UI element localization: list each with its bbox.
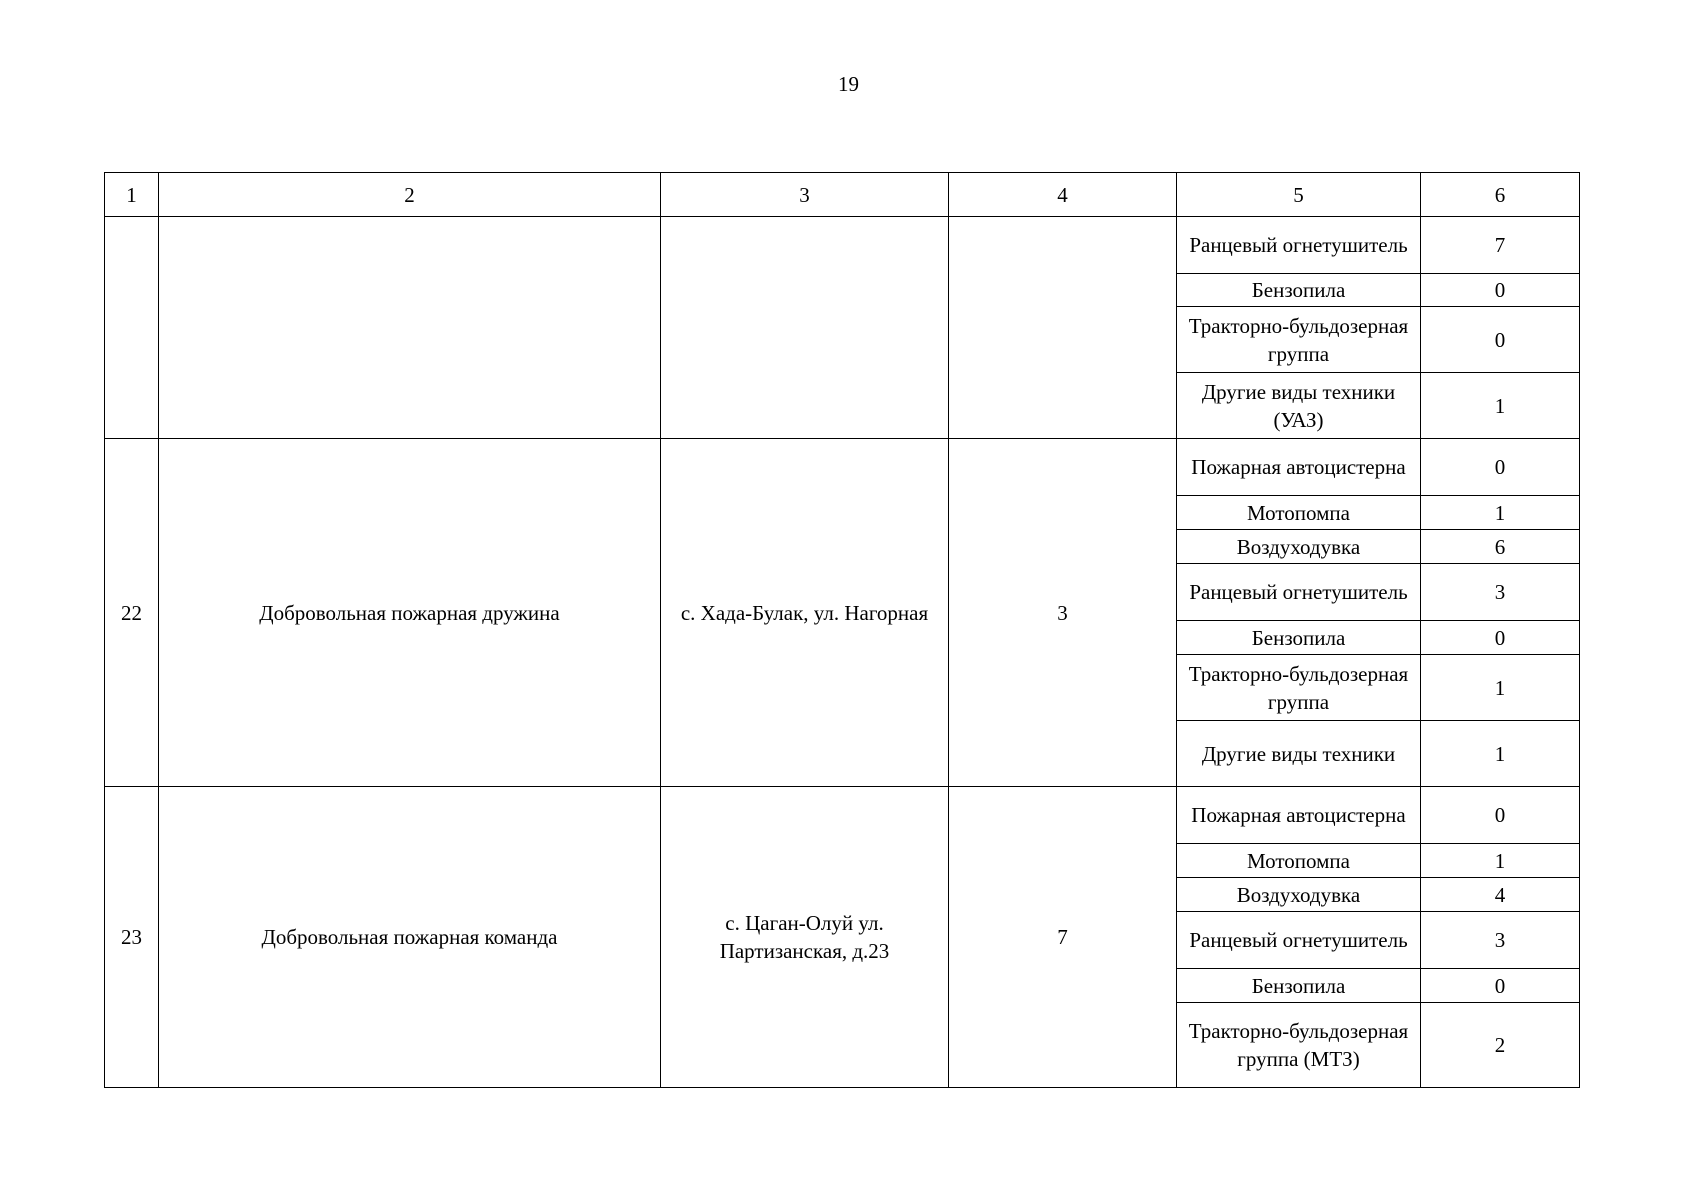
equipment-name-cell: Ранцевый огнетушитель bbox=[1177, 217, 1421, 274]
header-cell: 5 bbox=[1177, 173, 1421, 217]
equipment-name-cell: Мотопомпа bbox=[1177, 844, 1421, 878]
equipment-quantity-cell: 3 bbox=[1421, 564, 1580, 621]
equipment-quantity-cell: 0 bbox=[1421, 787, 1580, 844]
equipment-quantity-cell: 0 bbox=[1421, 307, 1580, 373]
equipment-quantity-cell: 0 bbox=[1421, 274, 1580, 307]
row-number-cell bbox=[105, 217, 159, 439]
equipment-name-cell: Бензопила bbox=[1177, 621, 1421, 655]
equipment-table bbox=[104, 172, 1580, 1088]
equipment-quantity-cell: 0 bbox=[1421, 969, 1580, 1003]
header-row bbox=[105, 173, 1580, 217]
equipment-name-cell: Тракторно-бульдозерная группа bbox=[1177, 655, 1421, 721]
table-row bbox=[105, 439, 1580, 496]
equipment-quantity-cell: 0 bbox=[1421, 439, 1580, 496]
equipment-name-cell: Другие виды техники bbox=[1177, 721, 1421, 787]
equipment-quantity-cell: 1 bbox=[1421, 721, 1580, 787]
equipment-quantity-cell: 1 bbox=[1421, 655, 1580, 721]
address-cell: с. Хада-Булак, ул. Нагорная bbox=[661, 439, 949, 787]
equipment-name-cell: Ранцевый огнетушитель bbox=[1177, 564, 1421, 621]
equipment-quantity-cell: 2 bbox=[1421, 1003, 1580, 1088]
table-row bbox=[105, 787, 1580, 844]
equipment-quantity-cell: 3 bbox=[1421, 912, 1580, 969]
address-cell: с. Цаган-Олуй ул. Партизанская, д.23 bbox=[661, 787, 949, 1088]
row-number-cell: 22 bbox=[105, 439, 159, 787]
equipment-quantity-cell: 1 bbox=[1421, 496, 1580, 530]
equipment-name-cell: Пожарная автоцистерна bbox=[1177, 787, 1421, 844]
count-cell: 3 bbox=[949, 439, 1177, 787]
equipment-name-cell: Бензопила bbox=[1177, 969, 1421, 1003]
header-cell: 6 bbox=[1421, 173, 1580, 217]
equipment-name-cell: Бензопила bbox=[1177, 274, 1421, 307]
equipment-name-cell: Мотопомпа bbox=[1177, 496, 1421, 530]
count-cell bbox=[949, 217, 1177, 439]
header-cell: 1 bbox=[105, 173, 159, 217]
equipment-quantity-cell: 6 bbox=[1421, 530, 1580, 564]
header-cell: 3 bbox=[661, 173, 949, 217]
equipment-quantity-cell: 1 bbox=[1421, 844, 1580, 878]
address-cell bbox=[661, 217, 949, 439]
organization-cell bbox=[159, 217, 661, 439]
equipment-quantity-cell: 0 bbox=[1421, 621, 1580, 655]
table-row bbox=[105, 217, 1580, 274]
equipment-name-cell: Тракторно-бульдозерная группа (МТЗ) bbox=[1177, 1003, 1421, 1088]
row-number-cell: 23 bbox=[105, 787, 159, 1088]
page-number: 19 bbox=[838, 72, 859, 96]
equipment-name-cell: Другие виды техники (УАЗ) bbox=[1177, 373, 1421, 439]
equipment-name-cell: Тракторно-бульдозерная группа bbox=[1177, 307, 1421, 373]
equipment-name-cell: Воздуходувка bbox=[1177, 530, 1421, 564]
organization-cell: Добровольная пожарная команда bbox=[159, 787, 661, 1088]
count-cell: 7 bbox=[949, 787, 1177, 1088]
equipment-name-cell: Ранцевый огнетушитель bbox=[1177, 912, 1421, 969]
header-cell: 4 bbox=[949, 173, 1177, 217]
equipment-name-cell: Пожарная автоцистерна bbox=[1177, 439, 1421, 496]
equipment-quantity-cell: 1 bbox=[1421, 373, 1580, 439]
equipment-name-cell: Воздуходувка bbox=[1177, 878, 1421, 912]
organization-cell: Добровольная пожарная дружина bbox=[159, 439, 661, 787]
equipment-quantity-cell: 7 bbox=[1421, 217, 1580, 274]
header-cell: 2 bbox=[159, 173, 661, 217]
equipment-quantity-cell: 4 bbox=[1421, 878, 1580, 912]
